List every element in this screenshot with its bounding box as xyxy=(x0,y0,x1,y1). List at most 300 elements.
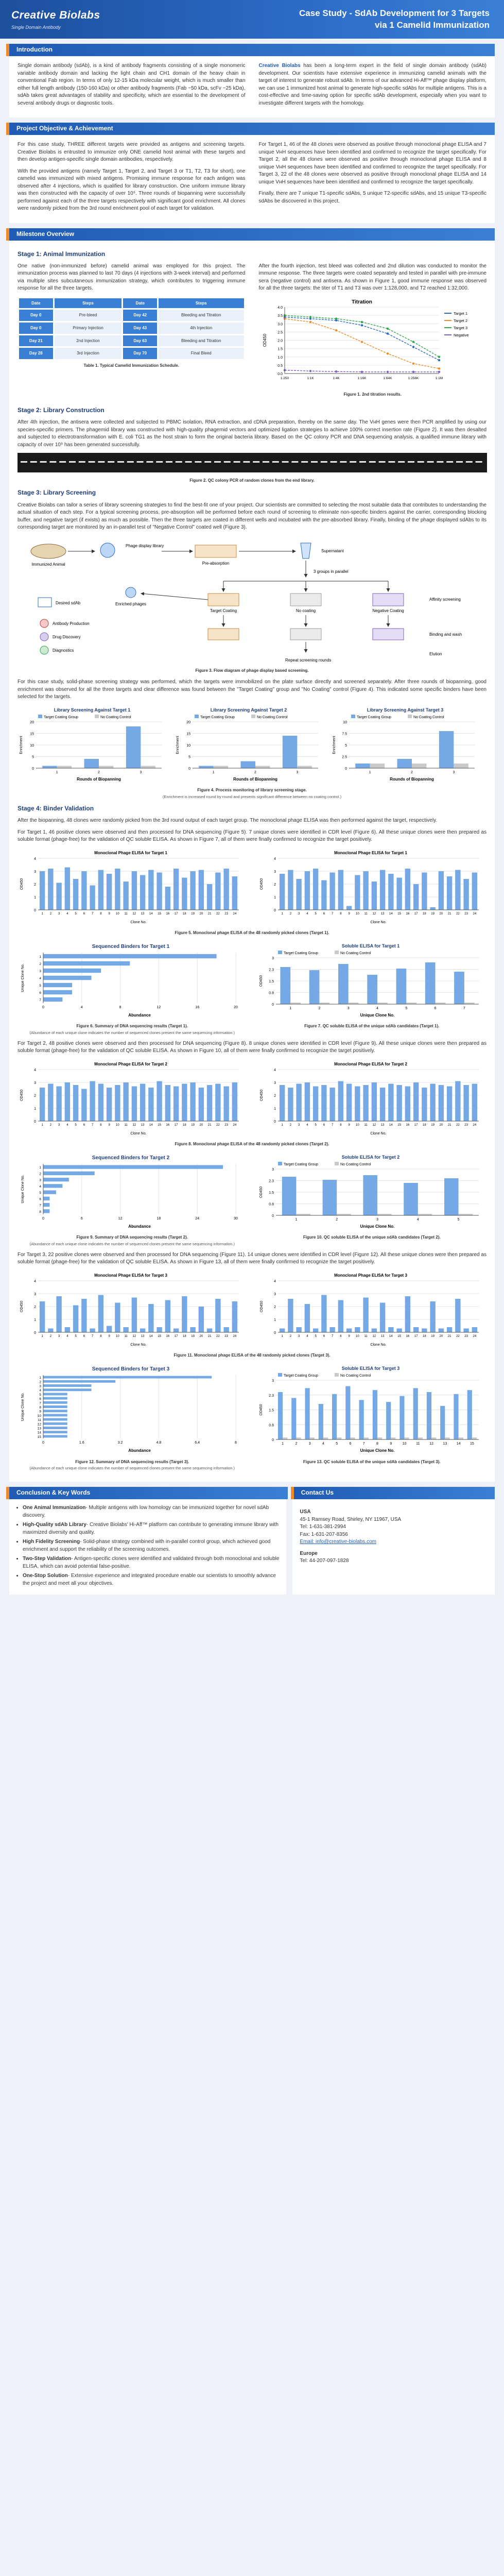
bar xyxy=(405,869,410,910)
gel-band xyxy=(156,461,163,463)
data-point xyxy=(386,332,388,334)
figure-13-caption: Figure 13. QC soluble ELISA of the unique sdAb candidates (Target 3). xyxy=(303,1459,441,1464)
y-tick-label: 3 xyxy=(273,870,276,874)
x-tick-label: 8 xyxy=(339,1334,342,1338)
bar xyxy=(140,875,145,910)
y-tick-label: 10 xyxy=(186,743,190,748)
x-tick-label: 18 xyxy=(183,912,186,916)
x-axis-label: Clone No. xyxy=(130,1343,147,1347)
flow-neg: Negative Coating xyxy=(372,608,404,613)
x-tick-label: 17 xyxy=(174,912,178,916)
flow-super: Supernatant xyxy=(321,548,344,553)
data-point xyxy=(360,324,362,326)
no-coating-plate xyxy=(290,594,321,606)
y-tick-label: 11 xyxy=(38,1418,41,1422)
x-tick-label: 24 xyxy=(195,1216,200,1221)
y-tick-label: 2.3 xyxy=(268,1394,274,1398)
y-axis-label: Unique Clone No. xyxy=(21,1392,25,1421)
keyword-term: High Fidelity Screening xyxy=(23,1539,80,1545)
x-tick-label: 5 xyxy=(405,1006,407,1010)
y-tick-label: 13 xyxy=(37,1427,41,1431)
bar xyxy=(296,1083,301,1121)
bar xyxy=(40,1301,45,1332)
table-cell: Day 0 xyxy=(19,323,53,334)
y-axis-label: OD450 xyxy=(20,1089,24,1101)
x-tick-label: 10 xyxy=(355,912,359,916)
x-tick-label: 3 xyxy=(140,770,142,774)
flow-elu: Elution xyxy=(429,651,442,656)
x-tick-label: 5 xyxy=(75,912,77,916)
x-tick-label: 9 xyxy=(108,1123,110,1127)
bar xyxy=(455,1299,460,1332)
y-tick-label: 2.0 xyxy=(277,339,283,343)
section-conclusion xyxy=(9,1499,286,1595)
y-tick-label: 0 xyxy=(273,908,276,912)
keyword-list xyxy=(16,1504,279,1587)
x-tick-label: 11 xyxy=(124,1334,128,1338)
bar xyxy=(43,961,130,965)
x-tick-label: 22 xyxy=(456,912,460,916)
gel-band xyxy=(40,461,47,463)
x-tick-label: 4 xyxy=(322,1442,324,1446)
section-introduction xyxy=(9,56,495,117)
x-tick-label: 16 xyxy=(195,1005,200,1009)
stage-4-title: Stage 4: Binder Validation xyxy=(18,804,94,812)
bar xyxy=(446,1086,451,1121)
y-axis-label: OD450 xyxy=(259,975,263,987)
bar xyxy=(42,766,57,768)
bar xyxy=(43,1427,67,1429)
x-tick-label: 5 xyxy=(75,1334,77,1338)
x-tick-label: 20 xyxy=(199,1123,203,1127)
flow-lib: Enriched phages xyxy=(115,601,147,606)
bar xyxy=(132,1086,137,1121)
y-tick-label: 1 xyxy=(273,895,276,900)
flow-nc: No coating xyxy=(296,608,316,613)
bar xyxy=(355,875,360,910)
x-tick-label: 12 xyxy=(372,1334,376,1338)
legend-label: Target Coating Group xyxy=(357,715,391,719)
chart-title: Monoclonal Phage ELISA for Target 1 xyxy=(334,850,407,855)
gel-band xyxy=(166,461,172,463)
bar xyxy=(157,872,162,910)
stage-2-text: After 4th injection, the antisera were collected and subjected to PBMC isolation, RNA extraction, and cDNA preparation, thereby on the same day. The VʜH genes were then PCR amplified by using our species-specific primers. The phagemid library was constructed with high-quality phagemid vectors and optimized ligation strategies to achieve 100% correct insertion rate (Figure 2). It was then desalted and subjected to electrotransformation with E. coli TG1 as the host strain to form the original bacteria library. Based on the QC colony PCR and DNA sequencing analysis, a qualified immune library with capacity of over 10⁹ has been generated successfully. xyxy=(18,419,486,448)
bar xyxy=(338,1081,343,1121)
x-tick-label: 8 xyxy=(235,1441,237,1445)
figure-1-caption: Figure 1. 2nd titration results. xyxy=(343,392,402,397)
bar xyxy=(190,1082,195,1121)
bar xyxy=(43,983,72,987)
objective-r2: Finally, there are 7 unique T1-specific sdAbs, 5 unique T2-specific sdAbs, and 15 unique T3-specific sdAbs be discovered in this project. xyxy=(258,191,486,204)
chart-title: Monoclonal Phage ELISA for Target 3 xyxy=(334,1273,407,1278)
sol-t1-chart xyxy=(257,941,484,1019)
x-axis-label: Clone No. xyxy=(370,920,387,924)
bar xyxy=(359,1400,363,1439)
bar xyxy=(43,1410,67,1412)
gel-band xyxy=(176,461,182,463)
bar xyxy=(463,1328,468,1332)
x-tick-label: 2 xyxy=(294,1442,297,1446)
keyword-term: One-Stop Solution xyxy=(23,1573,68,1579)
data-point xyxy=(386,328,388,330)
figure-6-subcaption: (Abundance of each unique clone indicates the number of sequenced clones present the same sequencing information.) xyxy=(29,1030,235,1035)
x-tick-label: 24 xyxy=(233,1123,237,1127)
y-tick-label: 2 xyxy=(34,883,36,887)
bar xyxy=(107,1326,112,1332)
bar xyxy=(165,887,170,910)
bar xyxy=(99,766,113,768)
y-tick-label: 2 xyxy=(39,1380,41,1384)
bar xyxy=(396,1328,402,1332)
elisa-t3-chart-b xyxy=(257,1270,484,1348)
bar xyxy=(90,1081,95,1121)
title-line-1: Case Study - SdAb Development for 3 Targets xyxy=(299,8,490,18)
bar xyxy=(48,1328,53,1332)
table-cell: Primary Injection xyxy=(55,323,122,334)
y-tick-label: 0 xyxy=(345,767,347,771)
y-axis-label: OD450 xyxy=(259,1300,264,1313)
x-tick-label: 20 xyxy=(439,912,443,916)
bar xyxy=(345,1386,350,1440)
gel-band xyxy=(234,461,240,463)
bar xyxy=(40,1088,45,1121)
stage-1-title: Stage 1: Animal Immunization xyxy=(18,250,106,258)
x-tick-label: 7 xyxy=(463,1006,465,1010)
immunization-table xyxy=(18,297,246,361)
bar xyxy=(115,1302,120,1332)
x-tick-label: 6 xyxy=(323,1123,325,1127)
bar xyxy=(182,877,187,910)
bar xyxy=(318,1404,323,1439)
x-axis-label: Abundance xyxy=(128,1224,151,1229)
x-tick-label: 2 xyxy=(49,1123,52,1127)
x-tick-label: 17 xyxy=(174,1123,178,1127)
x-tick-label: 3.2 xyxy=(117,1441,123,1445)
bar xyxy=(346,1083,351,1121)
figure-6-caption: Figure 6. Summary of DNA sequencing results (Target 1). xyxy=(76,1024,188,1029)
x-tick-label: 15 xyxy=(397,912,401,916)
gel-band xyxy=(408,461,414,463)
bar xyxy=(323,1437,327,1439)
y-axis-label: OD450 xyxy=(20,878,24,890)
gel-band xyxy=(340,461,346,463)
gel-band xyxy=(379,461,386,463)
gel-band xyxy=(117,461,124,463)
gel-band xyxy=(437,461,443,463)
bar xyxy=(283,1437,287,1439)
legend-label: No Coating Control xyxy=(257,715,288,719)
bar xyxy=(431,1437,436,1439)
x-axis-label: Rounds of Biopanning xyxy=(233,776,277,782)
gel-band xyxy=(204,461,211,463)
bar xyxy=(165,1300,170,1332)
x-tick-label: 6 xyxy=(434,1006,437,1010)
seq-t3-chart xyxy=(18,1364,244,1454)
bar xyxy=(241,761,255,768)
stage-3-text-2: For this case study, solid-phase screening strategy was performed, which the targets were immobilized on the plate surface directly and screened separately. After three rounds of biopanning, good enrichment was observed for all the three targets and clear difference was found between the "Target Coating" group and "No Coating" control (Figure 4). This indicated some specific binders have been selected for the targets. xyxy=(18,679,486,700)
data-point xyxy=(309,316,311,318)
x-tick-label: 8 xyxy=(100,912,102,916)
x-tick-label: 21 xyxy=(447,1123,451,1127)
x-tick-label: 18 xyxy=(183,1334,186,1338)
x-tick-label: 3 xyxy=(308,1442,311,1446)
bar xyxy=(404,1183,418,1215)
chart-title: Library Screening Against Target 1 xyxy=(54,707,131,713)
logo[interactable] xyxy=(11,8,125,30)
y-tick-label: 0 xyxy=(188,767,190,771)
bar xyxy=(43,1203,49,1207)
y-tick-label: 4 xyxy=(34,1068,36,1072)
table-head: Steps xyxy=(159,298,244,309)
x-tick-label: 9 xyxy=(108,1334,110,1338)
elisa-t2-chart-a xyxy=(18,1059,244,1137)
y-axis-label: Enrichment xyxy=(333,736,336,754)
x-tick-label: 3 xyxy=(58,1334,60,1338)
x-tick-label: 1 xyxy=(41,912,43,916)
bar xyxy=(132,1297,137,1332)
bar xyxy=(472,1327,477,1332)
x-tick-label: 10 xyxy=(355,1123,359,1127)
y-tick-label: 20 xyxy=(186,720,190,724)
x-tick-label: 15 xyxy=(158,1123,161,1127)
x-axis-label: Rounds of Biopanning xyxy=(390,776,434,782)
figure-2-caption: Figure 2. QC colony PCR of random clones from the end library. xyxy=(189,478,315,483)
bar xyxy=(43,1380,115,1383)
x-tick-label: 9 xyxy=(389,1442,392,1446)
bar xyxy=(422,1328,427,1332)
x-tick-label: 13 xyxy=(380,912,384,916)
gel-band xyxy=(224,461,231,463)
bar xyxy=(446,876,451,910)
bar xyxy=(438,1085,443,1121)
logo-name: Creative Biolabs xyxy=(11,9,100,22)
y-tick-label: 2 xyxy=(273,1094,276,1098)
x-tick-label: 3 xyxy=(298,1334,300,1338)
y-tick-label: 4 xyxy=(39,976,41,980)
x-tick-label: 3 xyxy=(347,1006,350,1010)
x-tick-label: 4 xyxy=(376,1006,378,1010)
gel-band xyxy=(446,461,453,463)
bar xyxy=(405,1296,410,1332)
keyword-term: High-Quality sdAb Library xyxy=(23,1522,86,1528)
contact-email[interactable]: Email: info@creative-biolabs.com xyxy=(300,1539,376,1545)
x-tick-label: 17 xyxy=(414,1334,418,1338)
y-tick-label: 3.5 xyxy=(277,314,283,318)
section-milestone xyxy=(9,241,495,1482)
bar xyxy=(279,1328,284,1332)
table-cell: Day 63 xyxy=(123,335,157,347)
x-tick-label: 0 xyxy=(42,1216,44,1221)
bar xyxy=(215,1083,220,1121)
x-tick-label: 24 xyxy=(233,1334,237,1338)
y-tick-label: 1.5 xyxy=(277,347,283,351)
x-tick-label: 1 xyxy=(281,912,283,916)
x-tick-label: 3 xyxy=(296,770,299,774)
x-tick-label: 1 xyxy=(212,770,215,774)
bar xyxy=(123,1327,128,1332)
flow-svg xyxy=(18,536,487,665)
y-axis-label: Enrichment xyxy=(176,736,180,754)
x-tick-label: 11 xyxy=(364,1334,368,1338)
gel-band xyxy=(321,461,327,463)
y-tick-label: 2 xyxy=(273,883,276,887)
y-tick-label: 0.8 xyxy=(268,991,274,995)
x-tick-label: 6 xyxy=(323,1334,325,1338)
bar xyxy=(232,1082,237,1121)
x-tick-label: 4 xyxy=(80,1005,83,1009)
bar xyxy=(396,1085,402,1121)
bar xyxy=(199,870,204,910)
seq-t1-chart xyxy=(18,941,244,1019)
table-cell: Day 0 xyxy=(19,310,53,321)
legend-label: Target Coating Group xyxy=(44,715,78,719)
bar xyxy=(232,1301,237,1332)
x-tick-label: 14 xyxy=(389,1334,393,1338)
figure-5-caption: Figure 5. Monoclonal phage ELISA of the 48 randomly picked clones (Target 1). xyxy=(175,930,329,936)
bar xyxy=(363,1297,368,1332)
colony-pcr-gel xyxy=(18,453,487,472)
y-tick-label: 5 xyxy=(39,1191,41,1195)
x-tick-label: 11 xyxy=(415,1442,420,1446)
x-tick-label: 12 xyxy=(132,912,136,916)
bar xyxy=(386,1402,391,1439)
x-tick-label: 3 xyxy=(58,912,60,916)
bar xyxy=(157,1327,162,1332)
objective-l1: For this case study, THREE different targets were provided as antigens and screening targets. Creative Biolabs is entrusted to immunize only ONE camelid host animal with these targets and then develop antigen-specific single domain antibodies, respectively. xyxy=(18,142,246,162)
x-axis-label: Unique Clone No. xyxy=(360,1012,394,1018)
legend-swatch xyxy=(278,1162,282,1165)
y-tick-label: 3 xyxy=(39,969,41,973)
x-tick-label: 7 xyxy=(331,1334,333,1338)
x-tick-label: 1:1K xyxy=(306,376,314,380)
figure-12-subcaption: (Abundance of each unique clone indicates the number of sequenced clones present the same sequencing information.) xyxy=(29,1466,235,1471)
bar xyxy=(98,1295,103,1332)
bar xyxy=(296,1437,301,1439)
y-tick-label: 2 xyxy=(39,962,41,966)
bar xyxy=(297,766,311,768)
legend-label: No Coating Control xyxy=(340,951,371,955)
x-tick-label: 17 xyxy=(414,1123,418,1127)
gel-band xyxy=(89,461,95,463)
y-tick-label: 9 xyxy=(39,1410,41,1414)
x-tick-label: 20 xyxy=(439,1123,443,1127)
y-tick-label: 7.5 xyxy=(342,732,347,736)
x-tick-label: 23 xyxy=(224,912,228,916)
bar xyxy=(73,1085,78,1121)
data-point xyxy=(438,367,440,369)
bar xyxy=(312,869,318,910)
bar xyxy=(123,1082,128,1121)
flow-rel: Desired sdAb xyxy=(56,600,81,605)
bar xyxy=(397,759,412,768)
gel-band xyxy=(127,461,134,463)
x-tick-label: 23 xyxy=(464,1334,468,1338)
bar xyxy=(43,1384,92,1387)
bar xyxy=(207,1328,212,1332)
x-tick-label: 5 xyxy=(314,912,317,916)
x-tick-label: 4 xyxy=(66,912,68,916)
bar xyxy=(438,871,443,910)
keyword-desc: - Solid-phase strategy combined with in-parallel control group, which achieved good enrichment and support the reliability of the screening outcomes. xyxy=(23,1539,271,1552)
contact-tel: Tel: 1-631-381-2994 xyxy=(300,1524,346,1530)
bar xyxy=(232,876,237,910)
legend-label: Target 3 xyxy=(453,325,467,330)
x-tick-label: 13 xyxy=(380,1123,384,1127)
bar xyxy=(422,872,427,910)
flow-res: Antibody Production xyxy=(53,621,90,626)
x-tick-label: 2 xyxy=(49,1334,52,1338)
chart-title: Sequenced Binders for Target 2 xyxy=(92,1155,170,1161)
bar xyxy=(396,969,406,1004)
y-axis-label: OD450 xyxy=(259,878,264,890)
y-tick-label: 0 xyxy=(34,1120,36,1124)
bar xyxy=(454,1394,458,1439)
bar xyxy=(355,1086,360,1121)
bar xyxy=(371,1082,376,1121)
x-tick-label: 16 xyxy=(166,912,170,916)
x-tick-label: 4 xyxy=(66,1334,68,1338)
bar xyxy=(43,954,217,958)
flow-tpool: 3 groups in parallel xyxy=(314,569,349,574)
bar xyxy=(329,1327,335,1332)
bar xyxy=(444,1178,459,1215)
x-tick-label: 19 xyxy=(191,1334,195,1338)
y-tick-label: 3 xyxy=(273,1292,276,1296)
gel-band xyxy=(398,461,405,463)
x-tick-label: 8 xyxy=(100,1123,102,1127)
y-axis-label: Unique Clone No. xyxy=(21,1175,25,1204)
bar xyxy=(107,874,112,910)
x-tick-label: 7 xyxy=(331,912,333,916)
bar xyxy=(370,764,385,768)
bar xyxy=(472,1437,476,1439)
x-tick-label: 4.8 xyxy=(156,1441,162,1445)
target-3-text: For Target 3, 22 positive clones were observed and then processed for DNA sequencing (Figure 11). 14 unique clones were identified in CDR level (Figure 12). All these unique clones were then prepared as soluble format (phage-free) for the validation of QC soluble ELISA. As shown in Figure 13, all of them were finally confirmed to recognize the target positively. xyxy=(18,1251,486,1265)
keyword-item xyxy=(23,1572,279,1587)
x-tick-label: 12 xyxy=(132,1123,136,1127)
legend-label: Negative xyxy=(453,332,469,337)
table-cell: Day 21 xyxy=(19,335,53,347)
y-tick-label: 10 xyxy=(37,1414,41,1418)
bar xyxy=(321,1295,326,1332)
x-tick-label: 2 xyxy=(49,912,52,916)
bar xyxy=(65,867,70,910)
bar xyxy=(43,1184,62,1188)
objective-r1: For Target 1, 46 of the 48 clones were observed as positive through monoclonal phage ELISA and 7 unique VʜH sequences have been identified and confirmed to recognize the target specifically. For Target 2, all the 48 clones were observed as positive through monoclonal phage ELISA and 8 unique VʜH sequences have been identified and confirmed to recognize the target specifically. For Target 3, 22 of the 48 clones were observed as positive through monoclonal phage ELISA and 14 unique VʜH sequences have been identified and confirmed to recognize the target specifically. xyxy=(258,142,486,185)
table-cell: 4th Injection xyxy=(159,323,244,334)
data-point xyxy=(438,355,440,358)
bar xyxy=(148,870,153,910)
tube-icon xyxy=(301,543,311,558)
bar xyxy=(438,1328,443,1332)
y-tick-label: 12 xyxy=(37,1422,41,1427)
bar xyxy=(371,1328,376,1332)
x-tick-label: 22 xyxy=(456,1123,460,1127)
keyword-desc: - Extensive experience and integrated procedure enable our scientists to smoothly advance the project and meet all your objectives. xyxy=(23,1573,276,1586)
y-tick-label: 2 xyxy=(34,1305,36,1309)
x-tick-label: 3 xyxy=(453,770,455,774)
y-tick-label: 5 xyxy=(32,755,34,759)
x-tick-label: 8 xyxy=(119,1005,121,1009)
bar xyxy=(404,1437,409,1439)
bar xyxy=(412,764,426,768)
y-tick-label: 4 xyxy=(273,1068,276,1072)
x-tick-label: 23 xyxy=(464,912,468,916)
preabsorption-plate xyxy=(195,545,236,557)
bar xyxy=(280,967,290,1004)
sol-t2-chart xyxy=(257,1153,484,1230)
gel-band xyxy=(359,461,366,463)
